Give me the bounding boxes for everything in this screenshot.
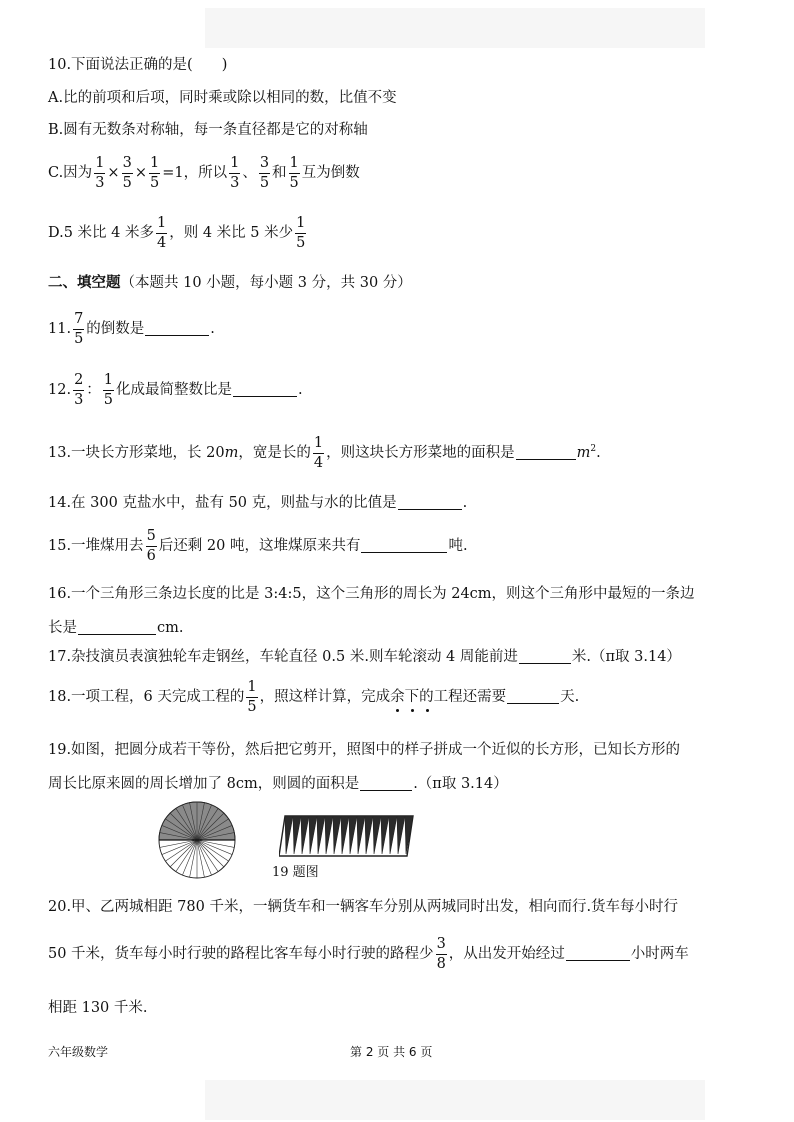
q18: 18.一项工程，6 天完成工程的 $\frac{1}{5}$ ，照这样计算，完成余下的 工程还需要 天. [48,679,580,715]
answer-blank [516,445,576,460]
sector-triangle [405,816,413,854]
fraction: $\frac{7}{5}$ [74,311,84,347]
q19-circle-figure [157,800,237,880]
fraction: $\frac{1}{3}$ [230,155,240,191]
q19-caption: 19 题图 [272,865,319,880]
q10-option-c: C.因为 $\frac{1}{3}$ × $\frac{3}{5}$ × $\frac{1}{5}$ =1，所以 $\frac{1}{3}$ 、 $\frac{3}{5}$ 和 $\frac{1}{5}$ 互为倒数 [48,155,360,191]
fraction: $\frac{3}{5}$ [259,155,270,191]
fraction: $\frac{1}{5}$ [149,155,160,191]
q10-option-d: D.5 米比 4 米多 $\frac{1}{4}$ ，则 4 米比 5 米少 $\frac{1}{5}$ [48,215,306,251]
q16-line1: 16.一个三角形三条边长度的比是 3:4:5，这个三角形的周长为 24cm，则这个三角形中最短的一条边 [48,586,695,602]
answer-blank [360,776,412,791]
q14: 14.在 300 克盐水中，盐有 50 克，则盐与水的比值是 . [48,495,468,511]
fraction: $\frac{5}{6}$ [146,528,156,564]
q10-option-a: A.比的前项和后项，同时乘或除以相同的数，比值不变 [48,90,397,106]
fraction: $\frac{1}{5}$ [247,679,257,715]
fraction: $\frac{1}{4}$ [313,435,324,471]
q10-stem: 10.下面说法正确的是( ) [48,57,228,73]
footer-grade: 六年级数学 [48,1045,109,1059]
emphasis-dotted-text: 余下的 [390,689,434,705]
q15: 15.一堆煤用去 $\frac{5}{6}$ 后还剩 20 吨，这堆煤原来共有 吨. [48,528,468,564]
fraction: $\frac{1}{5}$ [296,215,306,251]
q20-line1: 20.甲、乙两城相距 780 千米，一辆货车和一辆客车分别从两城同时出发，相向而行.货车每小时行 [48,899,679,915]
answer-blank [233,382,297,397]
q12: 12. $\frac{2}{3}$ ： $\frac{1}{5}$ 化成最简整数比是 . [48,372,303,408]
footer-page-number: 第 2 页 共 6 页 [350,1045,433,1059]
q20-line3: 相距 130 千米. [48,1000,148,1016]
answer-blank [507,689,559,704]
fraction: $\frac{3}{5}$ [122,155,132,191]
q19-line1: 19.如图，把圆分成若干等份，然后把它剪开，照图中的样子拼成一个近似的长方形，已知长方形的 [48,742,681,758]
fraction: $\frac{1}{4}$ [157,215,167,251]
q20-line2: 50 千米，货车每小时行驶的路程比客车每小时行驶的路程少 $\frac{3}{8}$ ，从出发开始经过 小时两车 [48,936,689,972]
fraction: $\frac{1}{5}$ [289,155,299,191]
answer-blank [398,495,462,510]
fraction: $\frac{1}{3}$ [95,155,105,191]
answer-blank [78,620,156,635]
text: C.因为 [48,165,93,181]
fraction: $\frac{1}{5}$ [103,372,114,408]
q11: 11. $\frac{7}{5}$ 的倒数是 . [48,311,215,347]
fraction: $\frac{2}{3}$ [74,372,84,408]
answer-blank [361,538,447,553]
q10-option-b: B.圆有无数条对称轴，每一条直径都是它的对称轴 [48,122,368,138]
q16-line2: 长是 cm. [48,620,184,636]
answer-blank [519,649,571,664]
q19-rectangle-figure [279,814,415,858]
answer-blank [566,946,630,961]
fraction: $\frac{3}{8}$ [436,936,446,972]
q19-line2: 周长比原来圆的周长增加了 8cm，则圆的面积是 .（π取 3.14） [48,776,508,792]
bottom-scan-shadow [205,1080,705,1120]
q17: 17.杂技演员表演独轮车走钢丝，车轮直径 0.5 米.则车轮滚动 4 周能前进 米.（π取 3.14） [48,649,681,665]
answer-blank [145,321,209,336]
q13: 13.一块长方形菜地，长 20m，宽是长的 $\frac{1}{4}$ ，则这块长方形菜地的面积是 $m^2$. [48,435,601,471]
section-heading: 二、填空题（本题共 10 小题，每小题 3 分，共 30 分） [48,275,412,291]
top-scan-shadow [205,8,705,48]
